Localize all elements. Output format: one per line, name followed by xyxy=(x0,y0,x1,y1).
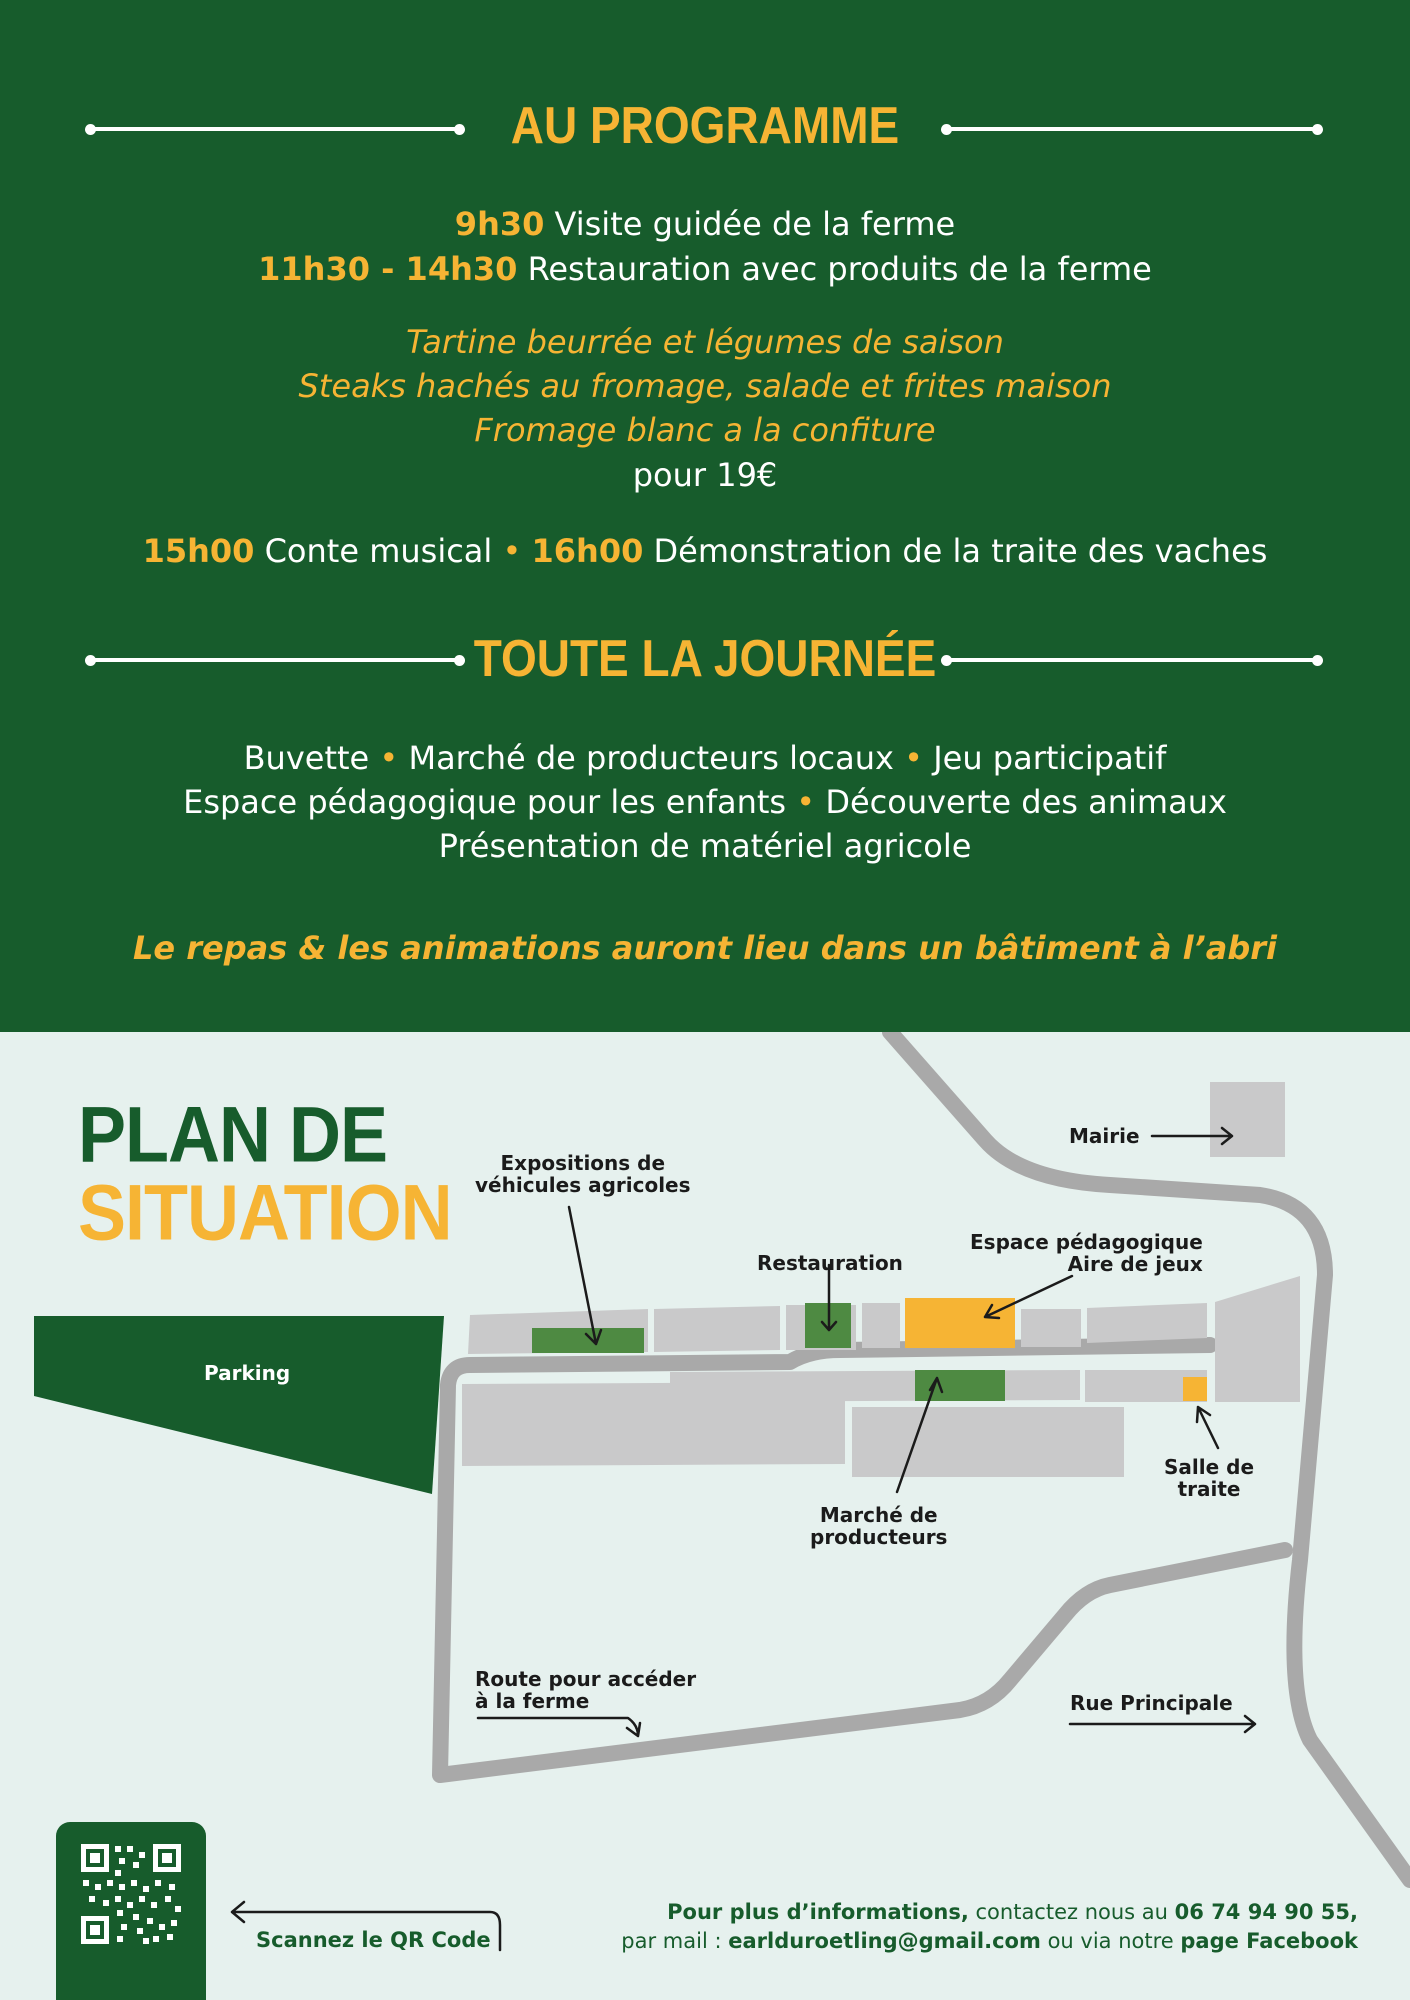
label-route-line1: Route pour accéder xyxy=(475,1667,697,1691)
label-salle-line2: traite xyxy=(1177,1477,1241,1501)
bullet-icon: • xyxy=(379,739,399,777)
plan-title-line-2: SITUATION xyxy=(78,1169,452,1258)
label-marche-line2: producteurs xyxy=(810,1525,948,1549)
label-marche-line1: Marché de xyxy=(819,1503,938,1527)
allday-item: Jeu participatif xyxy=(933,739,1167,777)
time-2: 11h30 - 14h30 xyxy=(258,250,518,288)
contact-info xyxy=(621,1898,1358,1956)
label-parking: Parking xyxy=(204,1361,291,1385)
label-route-line2: à la ferme xyxy=(475,1689,590,1713)
qr-code-icon xyxy=(81,1844,181,1944)
allday-item: Découverte des animaux xyxy=(825,783,1227,821)
menu-price: pour 19€ xyxy=(632,456,778,494)
info-text: contactez nous au xyxy=(975,1900,1168,1924)
time-3: 15h00 xyxy=(142,532,255,570)
activity-3: Conte musical xyxy=(264,532,493,570)
label-restauration: Restauration xyxy=(757,1251,903,1275)
menu-item: Fromage blanc a la confiture xyxy=(474,411,936,449)
allday-item: Espace pédagogique pour les enfants xyxy=(183,783,787,821)
allday-title: TOUTE LA JOURNÉE xyxy=(473,628,937,688)
email-link[interactable]: earlduroetling@gmail.com xyxy=(728,1929,1041,1953)
contact-line-2 xyxy=(621,1927,1358,1956)
allday-item: Marché de producteurs locaux xyxy=(408,739,894,777)
activity-2: Restauration avec produits de la ferme xyxy=(527,250,1152,288)
allday-item: Buvette xyxy=(243,739,370,777)
menu-item: Steaks hachés au fromage, salade et frites maison xyxy=(298,367,1112,405)
label-rue-principale: Rue Principale xyxy=(1070,1691,1233,1715)
program-title: AU PROGRAMME xyxy=(510,95,900,155)
time-1: 9h30 xyxy=(454,205,545,243)
facebook-page-link[interactable]: page Facebook xyxy=(1180,1929,1358,1953)
activity-4: Démonstration de la traite des vaches xyxy=(653,532,1268,570)
bullet-icon: • xyxy=(904,739,924,777)
bullet-icon: • xyxy=(502,532,522,570)
scan-qr-label: Scannez le QR Code xyxy=(256,1928,491,1952)
menu-item: Tartine beurrée et légumes de saison xyxy=(406,323,1004,361)
label-mairie: Mairie xyxy=(1069,1124,1140,1148)
mail-prefix: par mail : xyxy=(621,1929,722,1953)
label-expositions-line1: Expositions de xyxy=(500,1151,666,1175)
phone-number[interactable]: 06 74 94 90 55, xyxy=(1174,1900,1358,1924)
time-4: 16h00 xyxy=(531,532,644,570)
label-salle-line1: Salle de xyxy=(1164,1455,1255,1479)
allday-row-3: Présentation de matériel agricole xyxy=(438,827,972,865)
plan-title-line-1: PLAN DE xyxy=(78,1091,388,1180)
label-espace-line2: Aire de jeux xyxy=(1067,1252,1203,1276)
bullet-icon: • xyxy=(796,783,816,821)
info-heading: Pour plus d’informations, xyxy=(667,1900,969,1924)
activity-1: Visite guidée de la ferme xyxy=(554,205,956,243)
label-expositions-line2: véhicules agricoles xyxy=(475,1173,691,1197)
shelter-note: Le repas & les animations auront lieu dans un bâtiment à l’abri xyxy=(132,929,1278,967)
label-espace-line1: Espace pédagogique xyxy=(970,1230,1203,1254)
mail-mid-text: ou via notre xyxy=(1047,1929,1174,1953)
contact-line-1 xyxy=(621,1898,1358,1927)
